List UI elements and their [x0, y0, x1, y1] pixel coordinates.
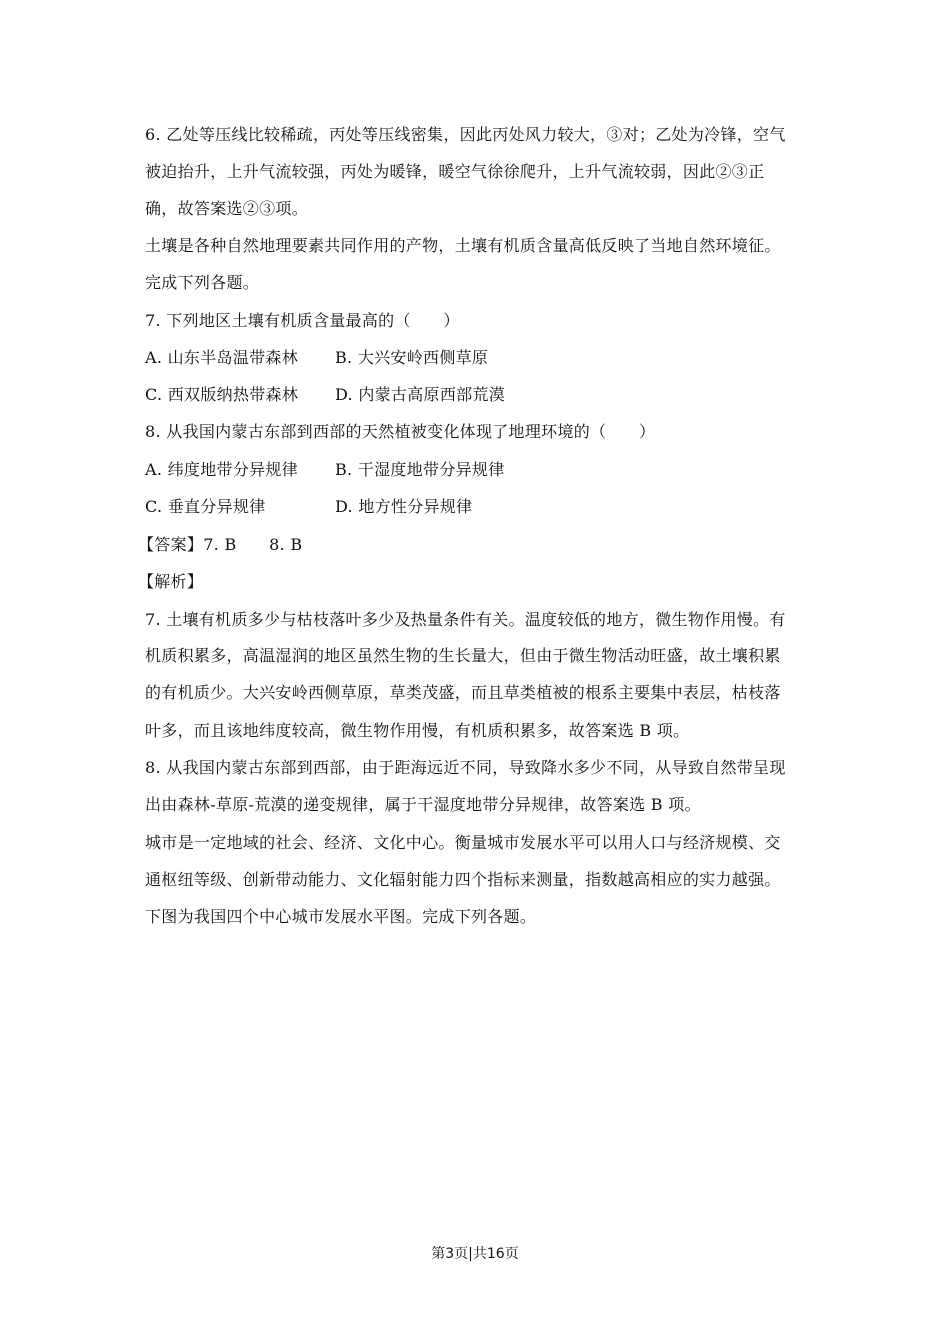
next-intro-line: 通枢纽等级、创新带动能力、文化辐射能力四个指标来测量，指数越高相应的实力越强。 [145, 870, 781, 889]
q8-stem: 8. 从我国内蒙古东部到西部的天然植被变化体现了地理环境的（ ） [145, 422, 656, 441]
intro-line: 土壤是各种自然地理要素共同作用的产物，土壤有机质含量高低反映了当地自然环境征。 [145, 236, 781, 255]
analysis8-line: 8. 从我国内蒙古东部到西部，由于距海远近不同，导致降水多少不同，从导致自然带呈现 [145, 758, 786, 777]
q8-option-b: B. 干湿度地带分异规律 [335, 460, 505, 479]
analysis8-line: 出由森林-草原-荒漠的递变规律，属于干湿度地带分异规律，故答案选 B 项。 [145, 795, 701, 814]
intro-line: 完成下列各题。 [145, 273, 260, 292]
q6-explanation-line: 6. 乙处等压线比较稀疏，丙处等压线密集，因此丙处风力较大，③对；乙处为冷锋，空气 [145, 125, 786, 144]
analysis-label: 【解析】 [138, 572, 204, 591]
q8-option-c: C. 垂直分异规律 [145, 497, 266, 516]
q6-explanation-line: 被迫抬升，上升气流较强，丙处为暖锋，暖空气徐徐爬升，上升气流较弱，因此②③正 [145, 162, 765, 181]
page-footer: 第3页|共16页 [431, 1246, 519, 1262]
q7-stem: 7. 下列地区土壤有机质含量最高的（ ） [145, 311, 460, 330]
analysis7-line: 的有机质少。大兴安岭西侧草原，草类茂盛，而且草类植被的根系主要集中表层，枯枝落 [145, 683, 781, 702]
q7-option-b: B. 大兴安岭西侧草原 [335, 348, 489, 367]
next-intro-line: 下图为我国四个中心城市发展水平图。完成下列各题。 [145, 907, 537, 926]
analysis7-line: 叶多，而且该地纬度较高，微生物作用慢，有机质积累多，故答案选 B 项。 [145, 721, 690, 740]
analysis7-line: 机质积累多，高温湿润的地区虽然生物的生长量大，但由于微生物活动旺盛，故土壤积累 [145, 646, 781, 665]
q7-option-a: A. 山东半岛温带森林 [145, 348, 299, 367]
q8-option-a: A. 纬度地带分异规律 [145, 460, 299, 479]
q7-option-d: D. 内蒙古高原西部荒漠 [335, 385, 506, 404]
q6-explanation-line: 确，故答案选②③项。 [145, 199, 309, 218]
analysis7-line: 7. 土壤有机质多少与枯枝落叶多少及热量条件有关。温度较低的地方，微生物作用慢。有 [145, 610, 786, 629]
q7-option-c: C. 西双版纳热带森林 [145, 385, 299, 404]
q8-option-d: D. 地方性分异规律 [335, 497, 473, 516]
answer-line: 【答案】7. B 8. B [138, 535, 303, 554]
next-intro-line: 城市是一定地域的社会、经济、文化中心。衡量城市发展水平可以用人口与经济规模、交 [145, 833, 781, 852]
